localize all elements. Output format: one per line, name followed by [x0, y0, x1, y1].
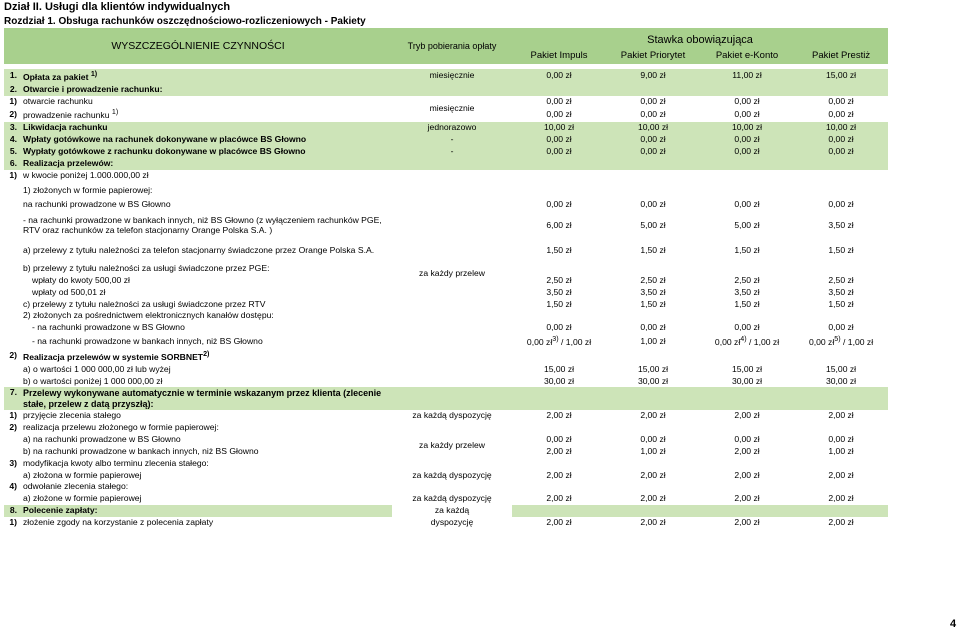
cell-value: 3,50 zł — [546, 286, 572, 297]
cell-value: 1,50 zł — [734, 245, 760, 256]
row-label: w kwocie poniżej 1.000.000,00 zł — [23, 169, 149, 180]
cell-value: 0,00 zł — [828, 322, 854, 333]
row-label: b) na rachunki prowadzone w bankach innych, niż BS Głowno — [23, 445, 259, 456]
row-label: b) przelewy z tytułu należności za usługi świadczone przez PGE: — [23, 262, 270, 273]
cell-value: 15,00 zł — [825, 70, 857, 81]
cell-value: 0,00 zł — [546, 145, 572, 156]
cell-value: 2,50 zł — [546, 274, 572, 285]
cell-value: 0,00 $zł^{3)} / 1,00$ zł — [526, 335, 592, 348]
row-label: a) o wartości 1 000 000,00 zł lub wyżej — [23, 363, 171, 374]
cell-value: 5,00 zł — [734, 220, 760, 231]
row-mode: miesięcznie — [429, 70, 475, 81]
row-mode: dyspozycję — [430, 517, 474, 527]
cell-value: 30,00 zł — [543, 375, 575, 386]
cell-value: 30,00 zł — [731, 375, 763, 386]
row-label: modyfikacja kwoty albo terminu zlecenia stałego: — [23, 457, 209, 468]
row-mode: za każdą dyspozycję — [412, 469, 492, 480]
cell-value: 0,00 zł — [734, 95, 760, 106]
cell-value: 1,50 zł — [546, 298, 572, 309]
cell-value: 10,00 zł — [637, 122, 669, 133]
cell-value: 1,00 zł — [640, 445, 666, 456]
row-number: 3. — [9, 122, 17, 133]
row-number: 1) — [9, 410, 17, 421]
row-mode: miesięcznie — [429, 102, 475, 113]
table-row — [4, 387, 888, 410]
cell-value: 3,50 zł — [734, 286, 760, 297]
table-row — [4, 458, 888, 470]
row-label: Przelewy wykonywane automatycznie w terminie wskazanym przez klienta (zlecenie stałe, przelew z datą przyszłą): — [23, 388, 382, 409]
cell-value: 0,00 zł — [734, 145, 760, 156]
row-label: złożenie zgody na korzystanie z polecenia zapłaty — [23, 517, 214, 527]
table-row — [4, 122, 888, 134]
row-label: wpłaty do kwoty 500,00 zł — [32, 274, 130, 285]
table-row — [4, 199, 888, 211]
row-label: Opłata za pakiet $^{1)}$ — [23, 70, 98, 82]
row-number: 1) — [9, 517, 17, 527]
row-mode: za każdą dyspozycję — [412, 493, 492, 504]
table-row — [4, 410, 888, 422]
row-label: prowadzenie rachunku $^{1)}$ — [23, 108, 119, 121]
header-pakiet-ekonto: Pakiet e-Konto — [700, 49, 794, 64]
cell-value: 0,00 zł — [640, 199, 666, 210]
cell-value: 0,00 zł — [734, 134, 760, 145]
cell-value: 1,50 zł — [734, 298, 760, 309]
row-label: a) przelewy z tytułu należności za telefon stacjonarny świadczone przez Orange Polska S.A. — [23, 245, 375, 256]
row-label: Realizacja przelewów w systemie SORBNET$^{2)}$ — [23, 349, 210, 362]
cell-value: 0,00 zł — [640, 322, 666, 333]
row-label: Wypłaty gotówkowe z rachunku dokonywane w placówce BS Głowno — [23, 145, 306, 156]
row-number: 2) — [9, 108, 17, 119]
cell-value: 2,00 zł — [640, 410, 666, 421]
cell-value: 5,00 zł — [640, 220, 666, 231]
cell-value: 0,00 zł — [734, 199, 760, 210]
cell-value: 0,00 $zł^{4)} / 1,00$ zł — [714, 335, 780, 348]
header-mode: Tryb pobierania opłaty — [392, 28, 512, 64]
cell-value: 10,00 zł — [825, 122, 857, 133]
cell-value: 0,00 zł — [828, 134, 854, 145]
table-row — [4, 211, 888, 241]
cell-value: 0,00 zł — [546, 322, 572, 333]
table-row — [4, 481, 888, 493]
table-row — [4, 310, 888, 322]
row-number: 1) — [9, 169, 17, 180]
cell-value: 2,00 zł — [640, 517, 666, 527]
cell-value: 1,00 zł — [640, 335, 666, 346]
cell-value: 15,00 zł — [731, 363, 763, 374]
row-label: - na rachunki prowadzone w BS Głowno — [32, 322, 185, 333]
cell-value: 3,50 zł — [828, 220, 854, 231]
cell-value: 15,00 zł — [543, 363, 575, 374]
page-number: 4 — [950, 618, 957, 630]
cell-value: 1,50 zł — [640, 245, 666, 256]
row-mode: za każdą — [392, 505, 512, 517]
header-pakiet-impuls: Pakiet Impuls — [512, 49, 606, 64]
row-label: odwołanie zlecenia stałego: — [23, 481, 129, 492]
row-label: a) złożona w formie papierowej — [23, 469, 142, 480]
row-label: Wpłaty gotówkowe na rachunek dokonywane w placówce BS Głowno — [23, 134, 307, 145]
header-activity: WYSZCZEGÓLNIENIE CZYNNOŚCI — [4, 28, 392, 64]
cell-value: 10,00 zł — [731, 122, 763, 133]
cell-value: 0,00 $zł^{5)} / 1,00$ zł — [808, 335, 874, 348]
row-number: 4) — [9, 481, 17, 492]
cell-value: 2,00 zł — [734, 445, 760, 456]
section-title: Dział II. Usługi dla klientów indywidualnych — [4, 1, 231, 13]
row-number: 8. — [9, 505, 17, 516]
header-rate: Stawka obowiązująca — [512, 28, 888, 49]
cell-value: 1,50 zł — [828, 245, 854, 256]
row-label: realizacja przelewu złożonego w formie papierowej: — [23, 422, 219, 432]
table-row — [4, 134, 888, 146]
cell-value: 2,00 zł — [734, 469, 760, 480]
table-row — [4, 505, 888, 517]
row-mode: jednorazowo — [427, 122, 477, 133]
cell-value: 0,00 zł — [546, 134, 572, 145]
cell-value: 11,00 zł — [732, 70, 762, 81]
cell-value: 0,00 zł — [828, 108, 854, 119]
row-label: a) na rachunki prowadzone w BS Głowno — [23, 433, 181, 444]
cell-value: 6,00 zł — [546, 220, 572, 231]
table-row — [4, 334, 888, 349]
cell-value: 2,00 zł — [828, 469, 854, 480]
table-row — [4, 493, 888, 505]
cell-value: 2,50 zł — [640, 274, 666, 285]
cell-value: 2,00 zł — [828, 410, 854, 421]
table-row — [4, 322, 888, 334]
table-row — [4, 261, 888, 275]
cell-value: 0,00 zł — [734, 108, 760, 119]
row-label: 1) złożonych w formie papierowej: — [23, 184, 153, 195]
table-row — [4, 182, 888, 200]
cell-value: 0,00 zł — [546, 70, 572, 81]
cell-value: 0,00 zł — [640, 433, 666, 444]
table-row — [4, 69, 888, 84]
row-number: 4. — [9, 134, 17, 145]
row-label: c) przelewy z tytułu należności za usługi świadczone przez RTV — [23, 298, 266, 309]
cell-value: 2,00 zł — [546, 493, 572, 504]
header-pakiet-priorytet: Pakiet Priorytet — [606, 49, 700, 64]
table-row — [4, 241, 888, 261]
row-mode: - — [450, 134, 454, 145]
cell-value: 0,00 zł — [828, 199, 854, 210]
row-number: 7. — [9, 387, 17, 398]
cell-value: 2,00 zł — [546, 469, 572, 480]
row-label: Realizacja przelewów: — [23, 157, 114, 168]
cell-value: 30,00 zł — [825, 375, 857, 386]
cell-value: 2,00 zł — [546, 445, 572, 456]
table-row — [4, 158, 888, 170]
cell-value: 30,00 zł — [637, 375, 669, 386]
row-mode: - — [450, 145, 454, 156]
cell-value: 2,50 zł — [734, 274, 760, 285]
row-label: Otwarcie i prowadzenie rachunku: — [23, 83, 163, 94]
row-label: Likwidacja rachunku — [23, 122, 108, 133]
cell-value: 0,00 zł — [828, 95, 854, 106]
cell-value: 0,00 zł — [828, 145, 854, 156]
cell-value: 0,00 zł — [734, 322, 760, 333]
cell-value: 0,00 zł — [734, 433, 760, 444]
cell-value: 1,50 zł — [828, 298, 854, 309]
row-label: 2) złożonych za pośrednictwem elektronicznych kanałów dostępu: — [23, 310, 274, 321]
cell-value: 1,50 zł — [546, 245, 572, 256]
table-row — [4, 422, 888, 434]
table-row — [4, 376, 888, 388]
row-mode: za każdy przelew — [419, 439, 485, 450]
row-label: Polecenie zapłaty: — [23, 505, 98, 516]
cell-value: 2,00 zł — [640, 493, 666, 504]
cell-value: 2,00 zł — [828, 517, 854, 527]
row-mode: za każdą dyspozycję — [412, 410, 492, 421]
row-label: - na rachunki prowadzone w bankach innych, niż BS Głowno (z wyłączeniem rachunków PGE, RTV oraz rachunków za telefon stacjonarny Orange Polska S.A. ) — [23, 215, 382, 236]
table-row — [4, 287, 888, 299]
fee-table — [4, 28, 888, 529]
table-row — [4, 349, 888, 364]
table-row — [4, 299, 888, 311]
row-label: przyjęcie zlecenia stałego — [23, 410, 121, 421]
row-label: a) złożone w formie papierowej — [23, 493, 142, 504]
row-label: na rachunki prowadzone w BS Głowno — [23, 199, 171, 210]
table-row — [4, 170, 888, 182]
cell-value: 10,00 zł — [543, 122, 575, 133]
cell-value: 1,50 zł — [640, 298, 666, 309]
chapter-title: Rozdział 1. Obsługa rachunków oszczędnościowo-rozliczeniowych - Pakiety — [4, 16, 366, 27]
cell-value: 2,00 zł — [734, 517, 760, 527]
cell-value: 0,00 zł — [546, 108, 572, 119]
table-row — [4, 96, 888, 108]
cell-value: 0,00 zł — [640, 145, 666, 156]
cell-value: 2,00 zł — [640, 469, 666, 480]
cell-value: 1,00 zł — [828, 445, 854, 456]
row-number: 3) — [9, 457, 17, 468]
cell-value: 15,00 zł — [825, 363, 857, 374]
row-label: - na rachunki prowadzone w bankach innych, niż BS Głowno — [32, 335, 263, 346]
row-label: wpłaty od 500,01 zł — [32, 286, 106, 297]
row-number: 1) — [9, 95, 17, 106]
cell-value: 2,50 zł — [828, 274, 854, 285]
row-number: 2) — [9, 350, 17, 361]
row-label: otwarcie rachunku — [23, 95, 93, 106]
cell-value: 2,00 zł — [828, 493, 854, 504]
cell-value: 9,00 zł — [640, 70, 666, 81]
table-row — [4, 146, 888, 158]
row-number: 1. — [9, 70, 17, 81]
cell-value: 3,50 zł — [640, 286, 666, 297]
row-label: b) o wartości poniżej 1 000 000,00 zł — [23, 375, 163, 386]
row-number: 6. — [9, 157, 17, 168]
cell-value: 15,00 zł — [637, 363, 669, 374]
row-number: 2) — [9, 422, 17, 432]
cell-value: 3,50 zł — [828, 286, 854, 297]
table-row — [4, 434, 888, 446]
cell-value: 0,00 zł — [828, 433, 854, 444]
row-number: 5. — [9, 145, 17, 156]
table-row — [4, 470, 888, 482]
table-row — [4, 84, 888, 96]
cell-value: 2,00 zł — [546, 517, 572, 527]
cell-value: 0,00 zł — [546, 199, 572, 210]
header-pakiet-prestiz: Pakiet Prestiż — [794, 49, 888, 64]
cell-value: 0,00 zł — [546, 95, 572, 106]
row-number: 2. — [9, 83, 17, 94]
cell-value: 2,00 zł — [734, 410, 760, 421]
cell-value: 0,00 zł — [640, 95, 666, 106]
row-mode: za każdy przelew — [419, 267, 485, 278]
cell-value: 0,00 zł — [640, 134, 666, 145]
cell-value: 2,00 zł — [546, 410, 572, 421]
cell-value: 0,00 zł — [546, 433, 572, 444]
table-row — [4, 517, 888, 529]
cell-value: 2,00 zł — [734, 493, 760, 504]
cell-value: 0,00 zł — [640, 108, 666, 119]
table-row — [4, 364, 888, 376]
